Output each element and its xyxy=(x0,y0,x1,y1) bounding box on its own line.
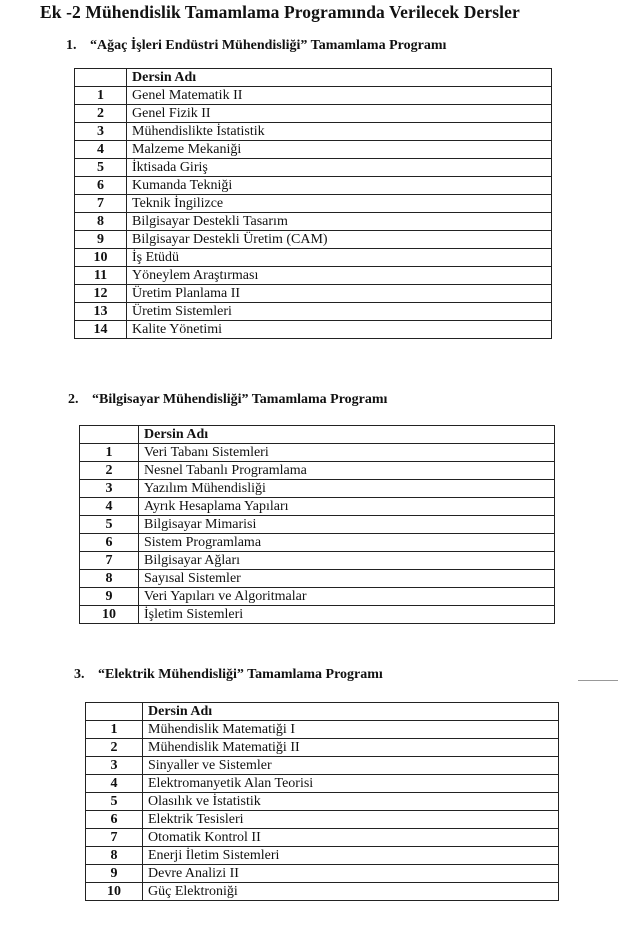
course-name-cell: Mühendislikte İstatistik xyxy=(127,123,552,141)
course-name-cell: Ayrık Hesaplama Yapıları xyxy=(139,498,555,516)
course-name-cell: Üretim Sistemleri xyxy=(127,303,552,321)
row-number-cell: 10 xyxy=(86,883,143,901)
table-row xyxy=(75,231,552,249)
course-name-cell: İş Etüdü xyxy=(127,249,552,267)
row-number-cell: 7 xyxy=(75,195,127,213)
section-number: 1. xyxy=(66,38,77,53)
course-name-cell: Mühendislik Matematiği II xyxy=(143,739,559,757)
section-title-2 xyxy=(68,392,387,408)
row-number-cell: 1 xyxy=(75,87,127,105)
course-name-cell: Sayısal Sistemler xyxy=(139,570,555,588)
table-row xyxy=(86,793,559,811)
course-name-cell: Bilgisayar Destekli Tasarım xyxy=(127,213,552,231)
course-table-2 xyxy=(79,425,555,624)
course-name-cell: Sinyaller ve Sistemler xyxy=(143,757,559,775)
course-name-cell: Üretim Planlama II xyxy=(127,285,552,303)
row-number-cell: 3 xyxy=(86,757,143,775)
table-row xyxy=(86,775,559,793)
table-row xyxy=(75,267,552,285)
table-row xyxy=(80,480,555,498)
header-number-cell xyxy=(75,69,127,87)
table-row xyxy=(86,739,559,757)
table-row xyxy=(80,534,555,552)
row-number-cell: 10 xyxy=(80,606,139,624)
row-number-cell: 7 xyxy=(86,829,143,847)
table-row xyxy=(75,177,552,195)
row-number-cell: 5 xyxy=(75,159,127,177)
course-name-cell: Nesnel Tabanlı Programlama xyxy=(139,462,555,480)
row-number-cell: 6 xyxy=(86,811,143,829)
table-row xyxy=(86,847,559,865)
row-number-cell: 12 xyxy=(75,285,127,303)
course-name-cell: Elektrik Tesisleri xyxy=(143,811,559,829)
course-name-cell: Yöneylem Araştırması xyxy=(127,267,552,285)
course-name-cell: Malzeme Mekaniği xyxy=(127,141,552,159)
header-number-cell xyxy=(80,426,139,444)
row-number-cell: 7 xyxy=(80,552,139,570)
table-row xyxy=(86,757,559,775)
table-row xyxy=(75,123,552,141)
row-number-cell: 3 xyxy=(80,480,139,498)
table-row xyxy=(80,516,555,534)
course-name-cell: Kumanda Tekniği xyxy=(127,177,552,195)
course-name-cell: Genel Fizik II xyxy=(127,105,552,123)
section-title-1 xyxy=(66,38,446,54)
header-course-cell: Dersin Adı xyxy=(143,703,559,721)
table-row xyxy=(75,249,552,267)
header-course-cell: Dersin Adı xyxy=(127,69,552,87)
course-name-cell: Sistem Programlama xyxy=(139,534,555,552)
course-name-cell: Mühendislik Matematiği I xyxy=(143,721,559,739)
table-row xyxy=(75,87,552,105)
row-number-cell: 4 xyxy=(86,775,143,793)
row-number-cell: 8 xyxy=(75,213,127,231)
table-row xyxy=(75,105,552,123)
table-row xyxy=(75,159,552,177)
section-number: 3. xyxy=(74,667,85,682)
course-name-cell: Kalite Yönetimi xyxy=(127,321,552,339)
section-title-text: “Ağaç İşleri Endüstri Mühendisliği” Tamamlama Programı xyxy=(90,38,447,53)
margin-rule xyxy=(578,680,618,681)
section-title-3 xyxy=(74,667,383,683)
course-name-cell: Olasılık ve İstatistik xyxy=(143,793,559,811)
course-name-cell: İktisada Giriş xyxy=(127,159,552,177)
row-number-cell: 4 xyxy=(80,498,139,516)
row-number-cell: 9 xyxy=(86,865,143,883)
table-row xyxy=(80,552,555,570)
table-row xyxy=(75,141,552,159)
course-name-cell: Genel Matematik II xyxy=(127,87,552,105)
table-row xyxy=(86,883,559,901)
course-table-3 xyxy=(85,702,559,901)
row-number-cell: 10 xyxy=(75,249,127,267)
course-table-1 xyxy=(74,68,552,339)
section-title-text: “Elektrik Mühendisliği” Tamamlama Programı xyxy=(98,667,383,682)
row-number-cell: 9 xyxy=(80,588,139,606)
table-body xyxy=(86,721,559,901)
header-course-cell: Dersin Adı xyxy=(139,426,555,444)
table-row xyxy=(86,721,559,739)
row-number-cell: 13 xyxy=(75,303,127,321)
row-number-cell: 11 xyxy=(75,267,127,285)
table-row xyxy=(75,285,552,303)
row-number-cell: 2 xyxy=(80,462,139,480)
table-row xyxy=(80,462,555,480)
table-row xyxy=(80,570,555,588)
table-row xyxy=(80,444,555,462)
table-row xyxy=(86,865,559,883)
course-name-cell: İşletim Sistemleri xyxy=(139,606,555,624)
row-number-cell: 9 xyxy=(75,231,127,249)
course-name-cell: Devre Analizi II xyxy=(143,865,559,883)
table-row xyxy=(80,606,555,624)
row-number-cell: 14 xyxy=(75,321,127,339)
table-header-row xyxy=(80,426,555,444)
table-row xyxy=(86,829,559,847)
row-number-cell: 6 xyxy=(80,534,139,552)
table-row xyxy=(80,588,555,606)
row-number-cell: 4 xyxy=(75,141,127,159)
course-name-cell: Enerji İletim Sistemleri xyxy=(143,847,559,865)
table-body xyxy=(80,444,555,624)
course-name-cell: Yazılım Mühendisliği xyxy=(139,480,555,498)
table-header-row xyxy=(86,703,559,721)
row-number-cell: 8 xyxy=(86,847,143,865)
course-name-cell: Veri Yapıları ve Algoritmalar xyxy=(139,588,555,606)
row-number-cell: 2 xyxy=(86,739,143,757)
row-number-cell: 6 xyxy=(75,177,127,195)
course-name-cell: Veri Tabanı Sistemleri xyxy=(139,444,555,462)
page-title: Ek -2 Mühendislik Tamamlama Programında Verilecek Dersler xyxy=(40,2,520,22)
table-row xyxy=(80,498,555,516)
row-number-cell: 3 xyxy=(75,123,127,141)
course-name-cell: Bilgisayar Destekli Üretim (CAM) xyxy=(127,231,552,249)
header-number-cell xyxy=(86,703,143,721)
row-number-cell: 1 xyxy=(80,444,139,462)
table-row xyxy=(86,811,559,829)
table-row xyxy=(75,321,552,339)
table-header-row xyxy=(75,69,552,87)
row-number-cell: 2 xyxy=(75,105,127,123)
table-body xyxy=(75,87,552,339)
row-number-cell: 8 xyxy=(80,570,139,588)
table-row xyxy=(75,195,552,213)
section-number: 2. xyxy=(68,392,79,407)
course-name-cell: Teknik İngilizce xyxy=(127,195,552,213)
table-row xyxy=(75,303,552,321)
course-name-cell: Bilgisayar Ağları xyxy=(139,552,555,570)
course-name-cell: Otomatik Kontrol II xyxy=(143,829,559,847)
course-name-cell: Güç Elektroniği xyxy=(143,883,559,901)
course-name-cell: Bilgisayar Mimarisi xyxy=(139,516,555,534)
table-row xyxy=(75,213,552,231)
row-number-cell: 1 xyxy=(86,721,143,739)
row-number-cell: 5 xyxy=(80,516,139,534)
row-number-cell: 5 xyxy=(86,793,143,811)
section-title-text: “Bilgisayar Mühendisliği” Tamamlama Programı xyxy=(92,392,388,407)
course-name-cell: Elektromanyetik Alan Teorisi xyxy=(143,775,559,793)
